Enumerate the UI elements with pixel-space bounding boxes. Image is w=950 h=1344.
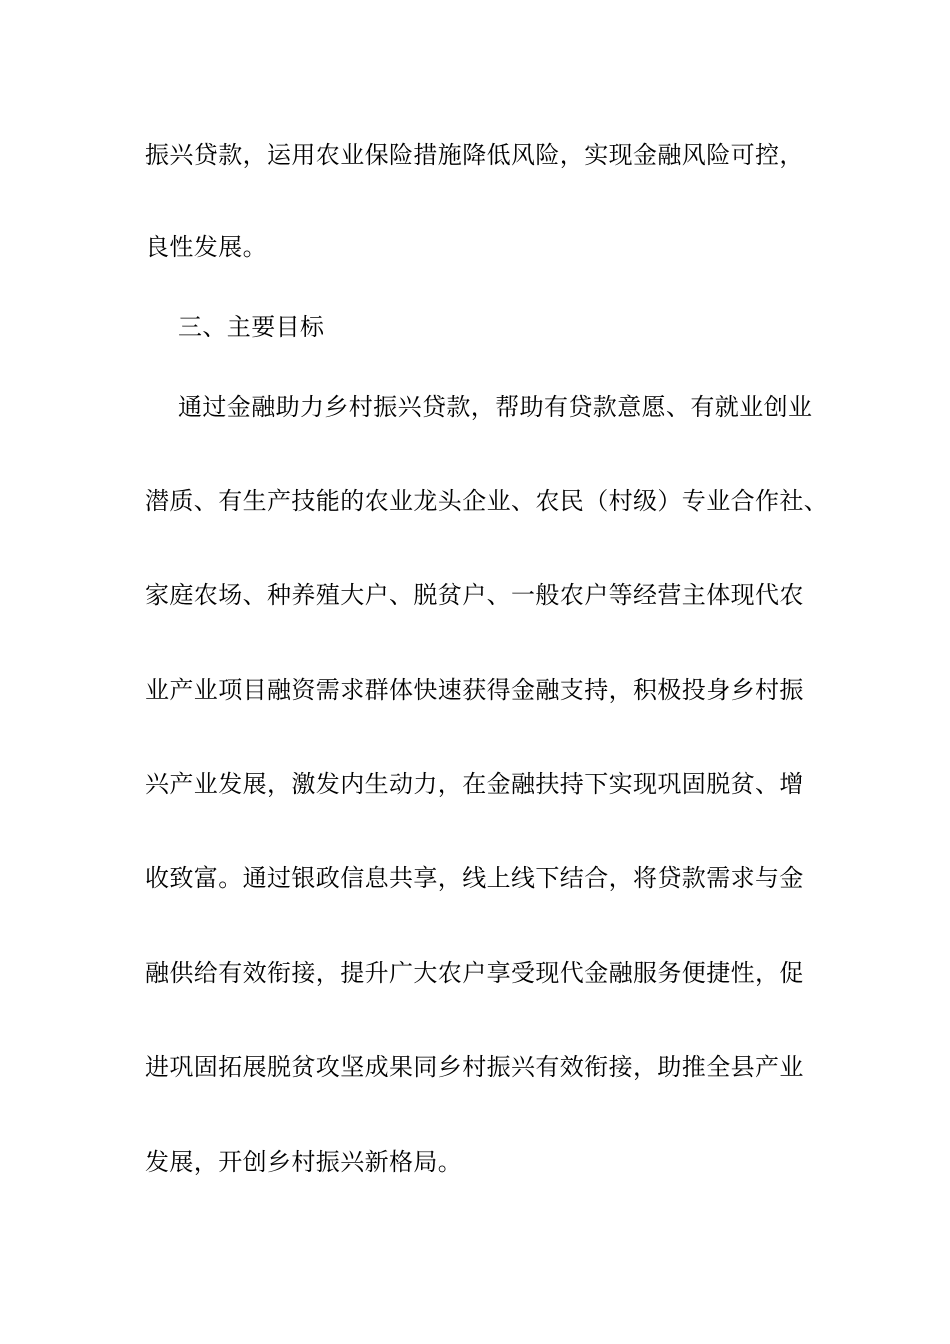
- paragraph-line: 融供给有效衔接，提升广大农户享受现代金融服务便捷性，促: [145, 959, 804, 987]
- paragraph-line: 通过金融助力乡村振兴贷款，帮助有贷款意愿、有就业创业: [178, 393, 813, 421]
- paragraph-line: 发展，开创乡村振兴新格局。: [145, 1148, 463, 1176]
- paragraph-line: 进巩固拓展脱贫攻坚成果同乡村振兴有效衔接，助推全县产业: [145, 1053, 804, 1081]
- paragraph-line: 家庭农场、种养殖大户、脱贫户、一般农户等经营主体现代农: [145, 581, 804, 609]
- paragraph-line: 振兴贷款，运用农业保险措施降低风险，实现金融风险可控，: [145, 141, 804, 169]
- paragraph-line: 良性发展。: [145, 233, 267, 261]
- paragraph-line: 收致富。通过银政信息共享，线上线下结合，将贷款需求与金: [145, 864, 804, 892]
- paragraph-line: 业产业项目融资需求群体快速获得金融支持，积极投身乡村振: [145, 676, 804, 704]
- paragraph-line: 兴产业发展，激发内生动力，在金融扶持下实现巩固脱贫、增: [145, 770, 804, 798]
- section-heading: 三、主要目标: [178, 313, 325, 341]
- paragraph-line: 潜质、有生产技能的农业龙头企业、农民（村级）专业合作社、: [145, 487, 829, 515]
